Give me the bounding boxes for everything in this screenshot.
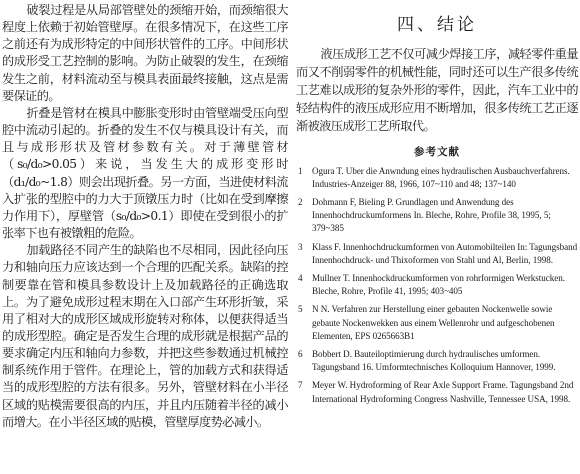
reference-number: 4 bbox=[298, 272, 303, 283]
paragraph-rupture: 破裂过程是从局部管壁处的颈缩开始，而颈缩很大程度上依赖于初始管壁厚。在很多情况下，在这些工序之前还有为成形特定的中间形状管件的工序。中间形状的成形受工艺控制的影响。为防止破裂的发生，在颈缩发生之前，材料流动至与模具表面最终接触，这点是需要保证的。 bbox=[2, 3, 288, 103]
right-text-column bbox=[296, 0, 578, 411]
reference-item bbox=[296, 165, 578, 191]
left-text-column bbox=[2, 2, 288, 431]
conclusion-paragraph: 液压成形工艺不仅可减少焊接工序，减轻零件重量而又不削弱零件的机械性能，同时还可以生产很多传统工艺难以成形的复杂外形的零件，因此，汽车工业中的轻结构件的液压成形应用不断增加，很多传统工艺正逐渐被液压成形工艺所取代。 bbox=[296, 47, 578, 133]
reference-item bbox=[296, 303, 578, 343]
reference-text: Meyer W. Hydroforming of Rear Axle Support Frame. Tagungsband 2nd International Hydroforming Congress Nashville, Tennessee USA, 1998. bbox=[312, 380, 574, 404]
reference-text: Bobbert D. Bauteiloptimierung durch hydraulisches umformen. Tagungsband 16. Umformtechnisches Kolloquium Hannover, 1999. bbox=[312, 348, 556, 373]
references-list bbox=[296, 165, 578, 406]
paragraph-loading-path: 加载路径不同产生的缺陷也不尽相同，因此径向压力和轴向压力应该达到一个合理的匹配关系。缺陷的控制要靠在管和模具参数设计上及加载路径的正确选取上。为了避免成形过程末期在入口部产生环形折皱，采用了相对大的成形区域成形旋转对称体，以便获得适当的成形型腔。确定是否发生合理的成形就是根据产品的要求确定内压和轴向力参数，并把这些参数通过机械控制系统作用于管件。在理论上，管的加载方式和获得适当的成形型腔的方法有很多。另外，管壁材料在小半径区域的贴模需要很高的内压，并且内压随着半径的减小而增大。在小半径区域的贴模，管壁厚度势必减小。 bbox=[2, 243, 288, 429]
paragraph-folding: 折叠是管材在模具中膨胀变形时由管壁端受压向型腔中流动引起的。折叠的发生不仅与模具设计有关，而且与成形形状及管材参数有关。对于薄壁管材（s₀/d₀>0.05）来说，当发生大的成形变形时（d₁/d₀~1.8）则会出现折叠。另一方面，当进使材料流入扩张的型腔中的力大于顶镦压力时（比如在受到摩擦力作用下），厚壁管（s₀/d₀>0.1）即使在受到很小的扩张率下也有被镦粗的危险。 bbox=[2, 105, 288, 241]
reference-number: 3 bbox=[298, 241, 303, 252]
reference-item bbox=[296, 272, 578, 298]
reference-text: Dohmann F, Bieling P. Grundlagen und Anwendung des Innenhochdruckumformens In. Bleche, Rohre, Profile 38, 1995, 5; 379~385 bbox=[312, 196, 551, 234]
reference-text: Mullner T. Innenhockdruckumformen von rohrformigen Werkstucken. Bleche, Rohre, Profile 41, 1995; 403~405 bbox=[312, 272, 565, 297]
reference-number: 6 bbox=[298, 348, 303, 359]
reference-number: 7 bbox=[298, 380, 303, 391]
reference-item bbox=[296, 379, 578, 405]
reference-number: 2 bbox=[298, 196, 303, 207]
references-title: 参考文献 bbox=[414, 145, 460, 158]
reference-item bbox=[296, 348, 578, 374]
reference-item bbox=[296, 241, 578, 267]
reference-text: N N. Verfahren zur Herstellung einer gebauten Nockenwelle sowie gebaute Nockenwekken aus einem Wellenrohr und aufgeschobenen Elementen, EPS 0265663B1 bbox=[312, 304, 555, 341]
reference-text: Ogura T. Uber die Anwndung eines hydraulischen Ausbauchverfahrens. Industries-Anzeiger 88, 1966, 107~110 and 48; 137~140 bbox=[312, 165, 570, 189]
reference-text: Klass F. Innenhochdruckumformen von Automobilteilen In: Tagungsband Innenhochdruck- und Thixoformen von Stahl und Al, Berlin, 1998. bbox=[312, 241, 578, 265]
reference-number: 5 bbox=[298, 304, 303, 315]
section-heading-conclusion: 四、结论 bbox=[397, 15, 477, 35]
reference-item bbox=[296, 196, 578, 236]
reference-number: 1 bbox=[298, 165, 303, 176]
